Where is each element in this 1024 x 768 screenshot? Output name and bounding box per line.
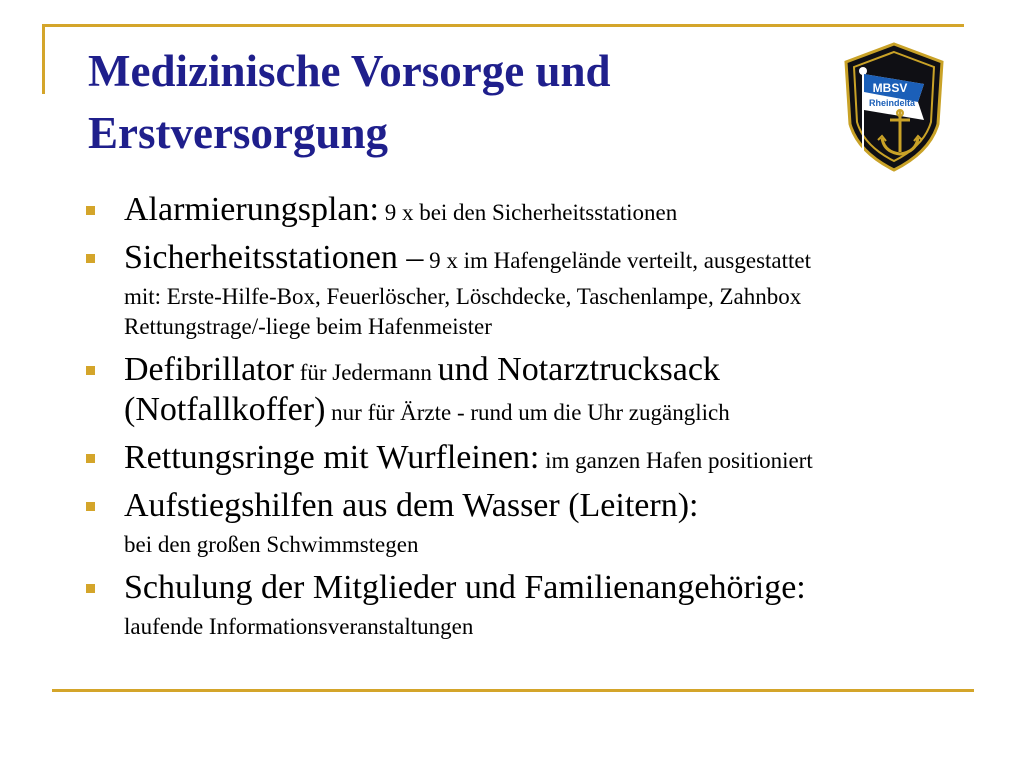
club-logo	[838, 40, 950, 174]
bottom-divider-line	[52, 689, 974, 692]
bullet-detail-text: im ganzen Hafen positioniert	[539, 448, 813, 473]
title-line-1: Medizinische Vorsorge und	[88, 46, 611, 96]
bullet-alarmierungsplan	[84, 190, 984, 230]
bullet-main-text: Aufstiegshilfen aus dem Wasser (Leitern):	[124, 487, 699, 524]
bullet-main-text: (Notfallkoffer)	[124, 391, 326, 428]
bullet-defibrillator	[84, 350, 984, 430]
bullet-aufstiegshilfen	[84, 486, 984, 560]
bullet-detail-text: nur für Ärzte - rund um die Uhr zugänglich	[325, 400, 730, 425]
anchor-shield-icon	[838, 40, 950, 174]
bullet-square-icon	[86, 366, 95, 375]
bullet-main-text: Sicherheitsstationen –	[124, 239, 424, 276]
left-divider-line	[42, 24, 45, 94]
bullet-list	[84, 190, 984, 650]
bullet-main-text: Defibrillator	[124, 351, 294, 388]
bullet-main-text: und Notarztrucksack	[437, 351, 720, 388]
bullet-square-icon	[86, 206, 95, 215]
bullet-detail-text: 9 x im Hafengelände verteilt, ausgestattet	[423, 248, 811, 273]
bullet-square-icon	[86, 454, 95, 463]
bullet-sicherheitsstationen	[84, 238, 984, 342]
bullet-main-text: Rettungsringe mit Wurfleinen:	[124, 439, 540, 476]
top-divider-line	[42, 24, 964, 27]
bullet-square-icon	[86, 502, 95, 511]
slide-title	[88, 40, 788, 164]
bullet-main-text: Alarmierungsplan:	[124, 191, 379, 228]
svg-text:Rheindelta: Rheindelta	[868, 98, 916, 108]
bullet-detail-line: bei den großen Schwimmstegen	[124, 532, 419, 557]
title-line-2: Erstversorgung	[88, 108, 388, 158]
bullet-detail-line: Rettungstrage/-liege beim Hafenmeister	[124, 314, 492, 339]
bullet-detail-text: für Jedermann	[293, 360, 438, 385]
bullet-main-text: Schulung der Mitglieder und Familienangehörige:	[124, 569, 806, 606]
bullet-schulung	[84, 568, 984, 642]
bullet-rettungsringe	[84, 438, 984, 478]
svg-text:MBSV: MBSV	[872, 81, 908, 95]
bullet-detail-line: laufende Informationsveranstaltungen	[124, 614, 474, 639]
bullet-square-icon	[86, 584, 95, 593]
bullet-detail-text: 9 x bei den Sicherheitsstationen	[378, 200, 678, 225]
bullet-detail-line: mit: Erste-Hilfe-Box, Feuerlöscher, Löschdecke, Taschenlampe, Zahnbox	[124, 284, 802, 309]
bullet-square-icon	[86, 254, 95, 263]
